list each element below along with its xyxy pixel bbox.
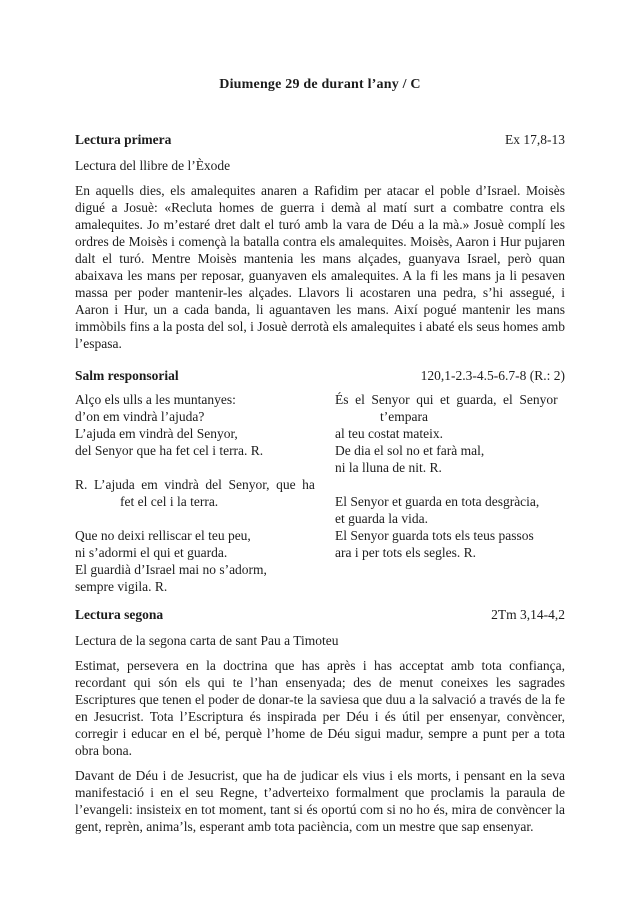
psalm-line: L’ajuda em vindrà del Senyor, — [75, 426, 238, 441]
psalm-line: Que no deixi relliscar el teu peu, — [75, 528, 251, 543]
second-reading-heading-row — [75, 606, 565, 623]
psalm-line: ni la lluna de nit. R. — [335, 460, 442, 475]
document-title: Diumenge 29 de durant l’any / C — [219, 77, 421, 92]
second-reading-source: Lectura de la segona carta de sant Pau a Timoteu — [75, 633, 339, 648]
psalm-right-column — [335, 391, 565, 595]
second-reading-reference: 2Tm 3,14-4,2 — [491, 607, 565, 622]
psalm-heading: Salm responsorial — [75, 368, 179, 383]
psalm-line: De dia el sol no et farà mal, — [335, 443, 485, 458]
first-reading-reference: Ex 17,8-13 — [505, 132, 565, 147]
psalm-line: El Senyor guarda tots els teus passos — [335, 528, 534, 543]
psalm-line: del Senyor que ha fet cel i terra. R. — [75, 443, 264, 458]
psalm-line: R. L’ajuda em vindrà del Senyor, que ha — [75, 477, 315, 492]
psalm-line: al teu costat mateix. — [335, 426, 443, 441]
psalm-left-column — [75, 391, 315, 595]
psalm-line: et guarda la vida. — [335, 511, 428, 526]
psalm-line — [335, 476, 565, 493]
psalm-line: És el Senyor qui et guarda, el Senyor — [335, 392, 558, 407]
second-reading-paragraph-2: Davant de Déu i de Jesucrist, que ha de judicar els vius i els morts, i pensant en la seva manifestació i en el seu Regne, t’adverteixo formalment que proclamis la paraula de l’evangeli: insisteix en tot moment, tant si és oportú com si no ho és, mira de convèncer la gent, reprèn, anima’ls, esperant amb tota paciència, com un mestre que sap ensenyar. — [75, 768, 565, 834]
psalm-line: fet el cel i la terra. — [120, 494, 219, 509]
psalm-line: ni s’adormi el qui et guarda. — [75, 545, 228, 560]
second-reading-paragraph-1: Estimat, persevera en la doctrina que has après i has acceptat amb tota confiança, recordant qui són els qui te l’han ensenyada; des de menut coneixes les sagrades Escriptures que tenen el poder de donar-te la saviesa que duu a la salvació a través de la fe en Jesucrist. Tota l’Escriptura és inspirada per Déu i és útil per ensenyar, convèncer, corregir i educar en el bé, perquè l’home de Déu sigui madur, sempre a punt per a tota obra bona. — [75, 658, 565, 758]
psalm-line: Alço els ulls a les muntanyes: — [75, 392, 236, 407]
psalm-line: El Senyor et guarda en tota desgràcia, — [335, 494, 540, 509]
psalm-line: El guardià d’Israel mai no s’adorm, — [75, 562, 267, 577]
psalm-line: t’empara — [380, 409, 428, 424]
first-reading-source: Lectura del llibre de l’Èxode — [75, 158, 231, 173]
first-reading-heading-row — [75, 131, 565, 148]
first-reading-heading: Lectura primera — [75, 132, 172, 147]
psalm-heading-row — [75, 367, 565, 384]
first-reading-body: En aquells dies, els amalequites anaren a Rafidim per atacar el poble d’Israel. Moisès digué a Josuè: «Recluta homes de guerra i demà al matí surt a combatre contra els amalequites. Jo m’estaré dret dalt el turó amb la vara de Déu a la mà.» Josuè complí les ordres de Moisès i començà la batalla contra els amalequites. Moisès, Aaron i Hur pujaren dalt el turó. Mentre Moisès mantenia les mans alçades, guanyava Israel, però quan abaixava les mans per reposar, guanyaven els amalequites. A la fi les mans ja li pesaven massa per poder mantenir-les alçades. Llavors li acostaren una pedra, s’hi assegué, i Aaron i Hur, un a cada banda, li aguantaven les mans. Així pogué mantenir les mans immòbils fins a la posta del sol, i Josuè derrotà els amalequites i abaté els seus homes amb l’espasa. — [75, 183, 565, 351]
psalm-line — [75, 459, 310, 476]
psalm-line: sempre vigila. R. — [75, 579, 168, 594]
psalm-columns — [75, 391, 565, 595]
psalm-reference: 120,1-2.3-4.5-6.7-8 (R.: 2) — [420, 368, 565, 383]
second-reading-heading: Lectura segona — [75, 607, 164, 622]
psalm-line: ara i per tots els segles. R. — [335, 545, 476, 560]
psalm-line — [75, 510, 310, 527]
psalm-line: d’on em vindrà l’ajuda? — [75, 409, 205, 424]
